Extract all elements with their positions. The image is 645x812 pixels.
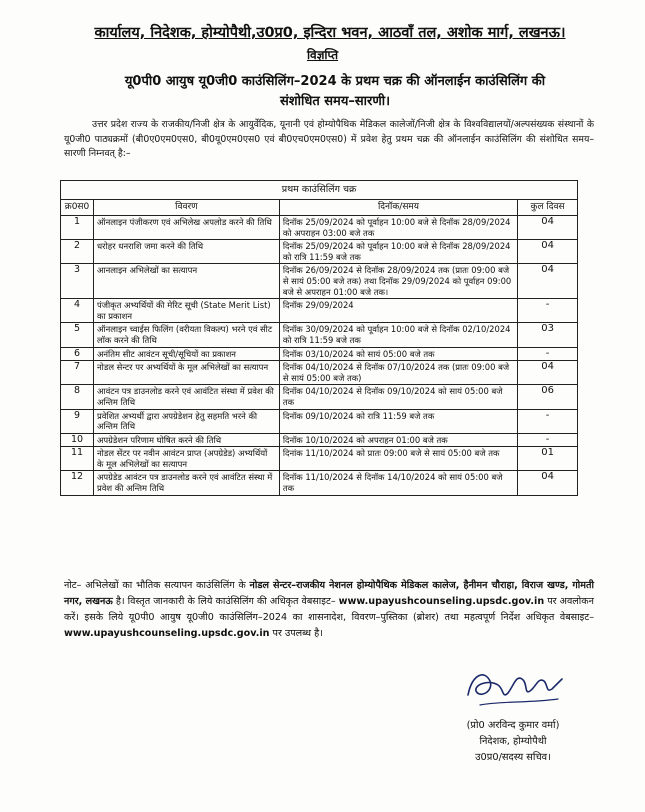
row-desc: प्रवेशित अभ्यर्थी द्वारा अपग्रेडेशन हेतु सहमति भरने की अन्तिम तिथि bbox=[94, 409, 280, 433]
nodal-centre-address: नोडल सेन्टर–राजकीय नेशनल होम्योपैथिक मेडिकल कालेज, हैनीमन चौराहा, विराज खण्ड, गोमती नगर, लखनऊ bbox=[64, 580, 594, 607]
row-desc: आवंटन पत्र डाउनलोड करने एवं आवंटित संस्था में प्रवेश की अन्तिम तिथि bbox=[94, 385, 280, 409]
row-desc: धरोहर धनराशि जमा करने की तिथि bbox=[94, 240, 280, 264]
row-days: - bbox=[518, 299, 578, 323]
row-date: दिनॉक 04/10/2024 से दिनॉक 09/10/2024 को सायं 05:00 बजे तक bbox=[279, 385, 517, 409]
website-link[interactable]: www.upayushcounseling.upsdc.gov.in bbox=[338, 596, 545, 607]
schedule-table bbox=[60, 180, 578, 496]
table-row bbox=[61, 323, 578, 347]
row-no: 2 bbox=[61, 240, 94, 264]
row-no: 1 bbox=[61, 216, 94, 240]
row-desc: पंजीकृत अभ्यर्थियों की मेरिट सूची (State Merit List) का प्रकाशन bbox=[94, 299, 280, 323]
row-no: 5 bbox=[61, 323, 94, 347]
table-row bbox=[61, 240, 578, 264]
row-days: 03 bbox=[518, 323, 578, 347]
row-days: 04 bbox=[518, 240, 578, 264]
row-date: दिनॉक 26/09/2024 से दिनॉक 28/09/2024 तक (प्रातः 09:00 बजे से सायं 05:00 बजे तक) तथा दिनॉक 29/09/2024 को पूर्वाहन 09:00 बजे से अपराहन 01:00 बजे तक। bbox=[279, 264, 517, 299]
row-desc: नोडल सेन्टर पर अभ्यर्थियों के मूल अभिलेखों का सत्यापन bbox=[94, 361, 280, 385]
note-text-1: नोट– अभिलेखों का भौतिक सत्यापन काउंसिलिंग के bbox=[64, 580, 250, 591]
note-text-4: पर उपलब्ध है। bbox=[269, 628, 323, 639]
table-row bbox=[61, 361, 578, 385]
row-days: 04 bbox=[518, 471, 578, 495]
table-row bbox=[61, 216, 578, 240]
table-row bbox=[61, 471, 578, 495]
row-date: दिनांक 11/10/2024 को प्रातः 09:00 बजे से सायं 05:00 बजे तक bbox=[279, 447, 517, 471]
row-no: 3 bbox=[61, 264, 94, 299]
row-no: 9 bbox=[61, 409, 94, 433]
signature-scribble bbox=[450, 655, 580, 715]
row-date: दिनॉक 10/10/2024 को अपराहन 01:00 बजे तक bbox=[279, 433, 517, 447]
row-desc: ऑनलाइन पंजीकरण एवं अभिलेख अपलोड करने की तिथि bbox=[94, 216, 280, 240]
signatory-title: निदेशक, होम्योपैथी bbox=[479, 736, 547, 747]
heading-line-2: संशोधित समय–सारणी। bbox=[279, 94, 391, 109]
row-desc: नोडल सेंटर पर नवीन आवंटन प्राप्त (अपग्रेडेड) अभ्यर्थियों के मूल अभिलेखों का सत्यापन bbox=[94, 447, 280, 471]
heading-line-1: यू0पी0 आयुष यू0जी0 काउंसिलिंग–2024 के प्रथम चक्र की ऑनलाईन काउंसिलिंग की bbox=[124, 74, 546, 89]
notice-label: विज्ञप्ति bbox=[306, 48, 339, 62]
header-no: क्र0स0 bbox=[61, 200, 94, 216]
table-row bbox=[61, 433, 578, 447]
row-days: 04 bbox=[518, 361, 578, 385]
document-heading bbox=[80, 72, 590, 112]
row-desc: अनंतिम सीट आवंटन सूची/सूचियों का प्रकाशन bbox=[94, 347, 280, 361]
row-days: 04 bbox=[518, 264, 578, 299]
row-no: 7 bbox=[61, 361, 94, 385]
header-date: दिनॉक/समय bbox=[279, 200, 517, 216]
row-no: 8 bbox=[61, 385, 94, 409]
signatory-role: उ0प्र0/सदस्य सचिव। bbox=[475, 752, 551, 763]
row-no: 6 bbox=[61, 347, 94, 361]
row-desc: अपग्रेडेशन परिणाम घोषित करने की तिथि bbox=[94, 433, 280, 447]
row-date: दिनॉक 30/09/2024 को पूर्वाहन 10:00 बजे से दिनॉक 02/10/2024 को रात्रि 11:59 बजे तक bbox=[279, 323, 517, 347]
note-paragraph bbox=[64, 578, 594, 642]
signatory-name: (प्रो0 अरविन्द कुमार वर्मा) bbox=[466, 720, 560, 731]
row-date: दिनॉक 09/10/2024 को रात्रि 11:59 बजे तक bbox=[279, 409, 517, 433]
note-text-2: है। विस्तृत जानकारी के लिये काउंसिलिंग की अधिकृत वेबसाइट– bbox=[112, 596, 339, 607]
row-days: - bbox=[518, 347, 578, 361]
row-no: 11 bbox=[61, 447, 94, 471]
row-date: दिनॉक 29/09/2024 bbox=[279, 299, 517, 323]
row-days: - bbox=[518, 409, 578, 433]
note-text-3: पर अवलोकन करें। इसके लिये यू0पी0 आयुष यू0जी0 काउंसिलिंग–2024 का शासनादेश, विवरण–पुस्तिका (ब्रोशर) तथा महत्वपूर्ण निर्देश अधिकृत वेबसाइट– bbox=[64, 596, 594, 623]
website-link-2[interactable]: www.upayushcounseling.upsdc.gov.in bbox=[64, 628, 270, 639]
row-days: - bbox=[518, 433, 578, 447]
table-row bbox=[61, 347, 578, 361]
row-date: दिनॉक 25/09/2024 को पूर्वाहन 10:00 बजे से दिनॉक 28/09/2024 को रात्रि 11:59 बजे तक bbox=[279, 240, 517, 264]
intro-paragraph: उत्तर प्रदेश राज्य के राजकीय/निजी क्षेत्र के आयुर्वेदिक, यूनानी एवं होम्योपैथिक मेडिकल कालेजों/निजी क्षेत्र के विश्वविद्यालयों/अल्पसंख्यक संस्थानों के यू0जी0 पाठ्यक्रमों (बी0ए0एम0एस0, बी0यू0एम0एस0 एवं बी0एच0एम0एस0) में प्रवेश हेतु प्रथम चक्र की ऑनलाईन काउंसिलिंग की संशोधित समय–सारणी निम्नवत् है:– bbox=[64, 119, 594, 160]
row-desc: ऑनलाइन च्वाईस फिलिंग (वरीयता विकल्प) भरने एवं सीट लॉक करने की तिथि bbox=[94, 323, 280, 347]
row-no: 10 bbox=[61, 433, 94, 447]
row-no: 4 bbox=[61, 299, 94, 323]
row-no: 12 bbox=[61, 471, 94, 495]
row-date: दिनॉक 25/09/2024 को पूर्वाहन 10:00 बजे से दिनॉक 28/09/2024 को अपराहन 03:00 बजे तक bbox=[279, 216, 517, 240]
row-date: दिनॉक 11/10/2024 से दिनॉक 14/10/2024 को सायं 05:00 बजे तक bbox=[279, 471, 517, 495]
round-title: प्रथम काउंसिलिंग चक्र bbox=[61, 181, 578, 200]
header-desc: विवरण bbox=[94, 200, 280, 216]
signature-block bbox=[428, 718, 598, 766]
office-address: कार्यालय, निदेशक, होम्योपैथी,उ0प्र0, इन्दिरा भवन, आठवाँ तल, अशोक मार्ग, लखनऊ। bbox=[94, 25, 566, 41]
row-date: दिनॉक 04/10/2024 से दिनॉक 07/10/2024 तक (प्रातः 09:00 बजे से सायं 05:00 बजे तक) bbox=[279, 361, 517, 385]
row-days: 06 bbox=[518, 385, 578, 409]
row-days: 01 bbox=[518, 447, 578, 471]
table-row bbox=[61, 409, 578, 433]
header-days: कुल दिवस bbox=[518, 200, 578, 216]
table-row bbox=[61, 385, 578, 409]
row-desc: अपग्रेडेड आवंटन पत्र डाउनलोड करने एवं आवंटित संस्था में प्रवेश की अन्तिम तिथि bbox=[94, 471, 280, 495]
row-date: दिनॉक 03/10/2024 को सायं 05:00 बजे तक bbox=[279, 347, 517, 361]
row-desc: आनलाइन अभिलेखों का सत्यापन bbox=[94, 264, 280, 299]
table-row bbox=[61, 299, 578, 323]
table-row bbox=[61, 447, 578, 471]
row-days: 04 bbox=[518, 216, 578, 240]
table-row bbox=[61, 264, 578, 299]
